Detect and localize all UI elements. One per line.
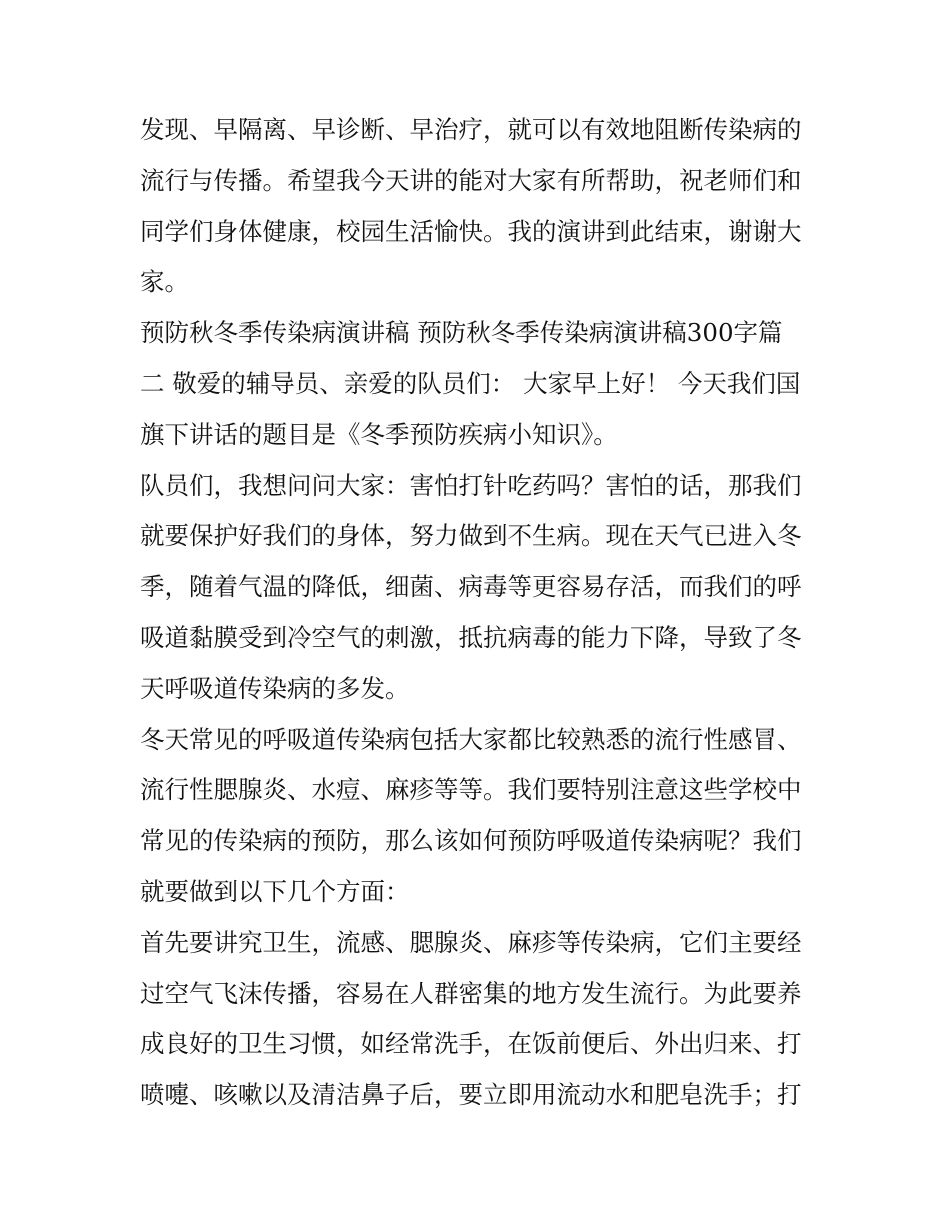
document-body: [140, 105, 820, 1121]
text-line: 队员们，我想问问大家：害怕打针吃药吗？害怕的话，那我们: [140, 470, 802, 500]
text-line: 流行性腮腺炎、水痘、麻疹等等。我们要特别注意这些学校中: [140, 775, 802, 805]
text-line: 就要保护好我们的身体，努力做到不生病。现在天气已进入冬: [140, 521, 802, 551]
text-line: 过空气飞沫传播，容易在人群密集的地方发生流行。为此要养: [140, 978, 802, 1008]
text-line: 喷嚏、咳嗽以及清洁鼻子后，要立即用流动水和肥皂洗手；打: [140, 1080, 802, 1110]
text-line: 成良好的卫生习惯，如经常洗手，在饭前便后、外出归来、打: [140, 1029, 802, 1059]
text-line: 就要做到以下几个方面：: [140, 876, 410, 906]
text-line: 旗下讲话的题目是《冬季预防疾病小知识》。: [140, 419, 618, 449]
text-line: 天呼吸道传染病的多发。: [140, 673, 410, 703]
text-line: 同学们身体健康，校园生活愉快。我的演讲到此结束，谢谢大: [140, 216, 802, 246]
text-line: 冬天常见的呼吸道传染病包括大家都比较熟悉的流行性感冒、: [140, 724, 802, 754]
text-line: 常见的传染病的预防，那么该如何预防呼吸道传染病呢？我们: [140, 826, 802, 856]
text-line: 流行与传播。希望我今天讲的能对大家有所帮助，祝老师们和: [140, 165, 802, 195]
text-line: 吸道黏膜受到冷空气的刺激，抵抗病毒的能力下降，导致了冬: [140, 622, 802, 652]
text-line: 预防秋冬季传染病演讲稿 预防秋冬季传染病演讲稿300字篇: [140, 318, 783, 348]
text-line: 家。: [140, 267, 189, 297]
text-line: 季，随着气温的降低，细菌、病毒等更容易存活，而我们的呼: [140, 572, 802, 602]
text-line: 首先要讲究卫生，流感、腮腺炎、麻疹等传染病，它们主要经: [140, 927, 802, 957]
text-line: 发现、早隔离、早诊断、早治疗，就可以有效地阻断传染病的: [140, 115, 802, 144]
text-line: 二 敬爱的辅导员、亲爱的队员们： 大家早上好！ 今天我们国: [140, 368, 801, 398]
